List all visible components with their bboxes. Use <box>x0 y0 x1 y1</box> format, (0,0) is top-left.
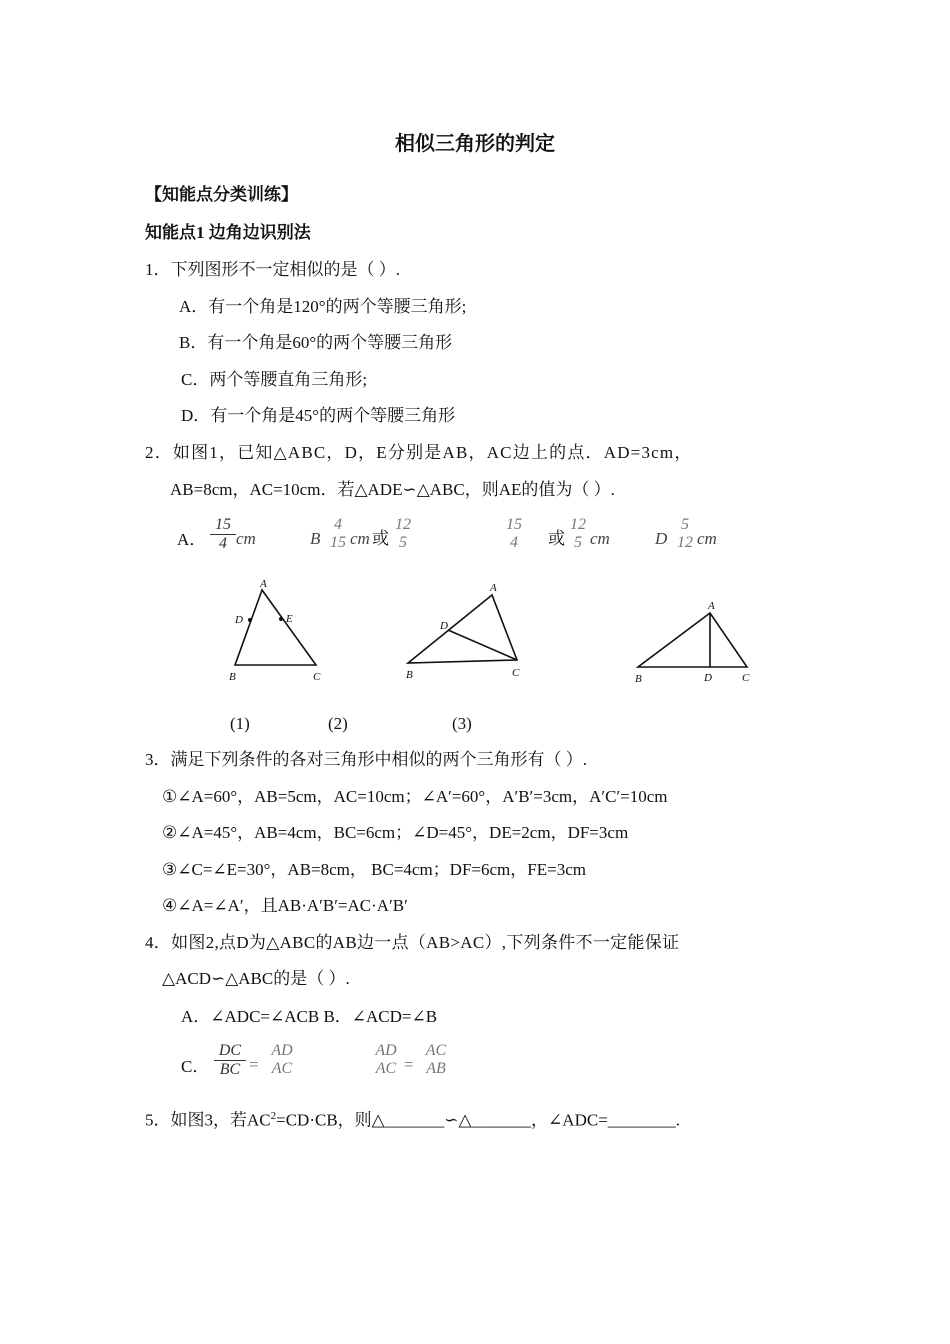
q4-equals-1: = <box>249 1055 259 1074</box>
fraction-numerator: AC <box>425 1042 447 1059</box>
q4-options-ab: A．∠ADC=∠ACB B．∠ACD=∠B <box>181 1007 438 1026</box>
fraction-denominator: AC <box>375 1060 397 1077</box>
fig2-label-a: A <box>490 582 497 594</box>
point-e <box>279 617 283 621</box>
figure-caption-2: (2) <box>328 714 348 733</box>
fraction-numerator: 12 <box>395 516 411 533</box>
fraction-denominator: AB <box>426 1060 446 1077</box>
fig2-label-d: D <box>440 620 448 632</box>
point-d <box>248 618 252 622</box>
q2-option-d-fraction <box>673 516 697 552</box>
q2-stem-line2: AB=8cm，AC=10cm．若△ADE∽△ABC，则AE的值为（ ）. <box>170 480 615 499</box>
q5-superscript: 2 <box>270 1110 277 1122</box>
figure-2 <box>400 578 535 686</box>
fraction-numerator: AD <box>271 1042 293 1059</box>
q2-option-c-or: 或 <box>548 529 565 548</box>
fraction-denominator: AC <box>271 1060 293 1077</box>
figure-caption-3: (3) <box>452 714 472 733</box>
q3-item-4: ④∠A=∠A′，且AB·A′B′=AC·A′B′ <box>162 896 408 915</box>
fig1-label-d: D <box>235 614 243 626</box>
q2-stem-line1: 2．如图1，已知△ABC，D，E分别是AB，AC边上的点．AD=3cm， <box>145 443 693 462</box>
q2-option-a-label: A． <box>177 530 207 549</box>
triangle-abc <box>638 613 747 667</box>
q1-option-b: B．有一个角是60°的两个等腰三角形 <box>179 333 453 352</box>
q1-option-d: D．有一个角是45°的两个等腰三角形 <box>181 406 456 425</box>
fraction-numerator: 5 <box>681 516 689 533</box>
fig2-label-c: C <box>512 667 520 679</box>
fraction-numerator: 12 <box>570 516 586 533</box>
fraction-denominator: 5 <box>399 534 407 551</box>
fig3-label-d: D <box>704 672 712 684</box>
q4-fraction-ad-ac <box>266 1042 298 1078</box>
fig1-label-b: B <box>229 671 236 683</box>
fig1-label-c: C <box>313 671 321 683</box>
fraction-numerator: 15 <box>215 516 231 533</box>
q5-stem-post: =CD·CB，则△_______∽△_______，∠ADC=________. <box>276 1110 681 1130</box>
q2-option-c-unit: cm <box>590 529 610 548</box>
q4-stem-line1: 4．如图2,点D为△ABC的AB边一点（AB>AC）,下列条件不一定能保证 <box>145 933 680 952</box>
q2-option-b-fraction <box>326 516 350 552</box>
q4-equals-2: = <box>404 1055 414 1074</box>
fig1-label-a: A <box>260 578 267 590</box>
q3-item-3: ③∠C=∠E=30°，AB=8cm， BC=4cm；DF=6cm，FE=3cm <box>162 860 586 879</box>
q1-option-a: A．有一个角是120°的两个等腰三角形; <box>179 297 467 316</box>
fig2-label-b: B <box>406 669 413 681</box>
q1-option-c: C．两个等腰直角三角形; <box>181 370 368 389</box>
q3-item-2: ②∠A=45°，AB=4cm，BC=6cm；∠D=45°，DE=2cm，DF=3cm <box>162 823 629 842</box>
q2-option-c-fraction <box>502 516 526 552</box>
subsection-heading: 知能点1 边角边识别法 <box>145 223 311 242</box>
fig3-label-c: C <box>742 672 750 684</box>
fig3-label-b: B <box>635 673 642 685</box>
q2-option-b-label: B <box>310 529 321 548</box>
fraction-denominator: 4 <box>210 534 236 553</box>
fraction-numerator: DC <box>218 1042 242 1059</box>
fraction-denominator: 4 <box>510 534 518 551</box>
q5-stem <box>145 1105 680 1132</box>
q1-stem: 1．下列图形不一定相似的是（ ）. <box>145 260 400 279</box>
q2-option-c-fraction-2 <box>566 516 590 552</box>
q2-option-d-unit: cm <box>697 529 717 548</box>
fraction-numerator: 15 <box>506 516 522 533</box>
q2-option-a-fraction <box>210 516 236 553</box>
triangle-abc <box>235 590 316 665</box>
figure-1 <box>222 575 332 685</box>
fig1-label-e: E <box>286 613 293 625</box>
q2-option-d-label: D <box>655 529 668 548</box>
fraction-denominator: 15 <box>330 534 346 551</box>
figure-caption-1: (1) <box>230 714 250 733</box>
q2-option-b-fraction-2 <box>391 516 415 552</box>
section-heading: 【知能点分类训练】 <box>145 185 298 204</box>
q5-stem-pre: 5．如图3，若AC <box>145 1110 271 1130</box>
fig3-label-a: A <box>708 600 715 612</box>
fraction-denominator: 5 <box>574 534 582 551</box>
q4-fraction-ac-ab <box>420 1042 452 1078</box>
page-title: 相似三角形的判定 <box>395 133 555 155</box>
fraction-denominator: 12 <box>677 534 693 551</box>
figure-3 <box>628 595 758 687</box>
q2-option-b-or: 或 <box>372 529 389 548</box>
q4-fraction-ad-ac-2 <box>370 1042 402 1078</box>
fraction-numerator: 4 <box>334 516 342 533</box>
q4-option-c-label: C． <box>181 1057 210 1076</box>
q3-stem: 3．满足下列条件的各对三角形中相似的两个三角形有（ ）. <box>145 750 587 769</box>
fraction-denominator: BC <box>214 1060 246 1079</box>
q3-item-1: ①∠A=60°，AB=5cm，AC=10cm；∠A′=60°，A′B′=3cm，A′C′=10cm <box>162 787 668 806</box>
q2-option-b-unit: cm <box>350 529 370 548</box>
q2-option-a-unit: cm <box>236 529 256 548</box>
fraction-numerator: AD <box>375 1042 397 1059</box>
q4-stem-line2: △ACD∽△ABC的是（ ）. <box>162 969 350 988</box>
q4-fraction-dc-bc <box>214 1042 246 1079</box>
